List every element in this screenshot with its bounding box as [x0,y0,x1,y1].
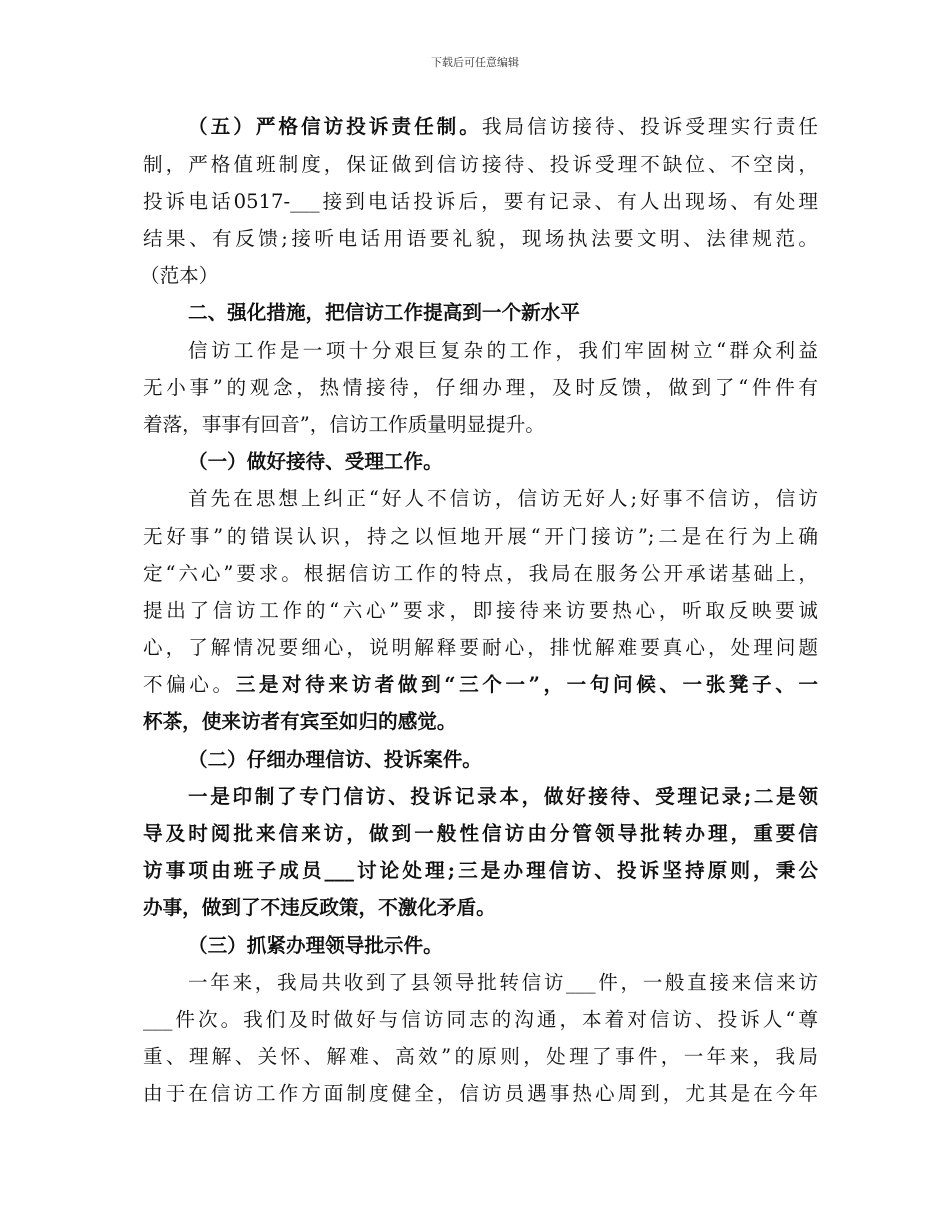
paragraph-line [143,114,818,140]
subsection-heading-2: （二）仔细办理信访、投诉案件。 [188,748,482,771]
paragraph-line: ___件次。我们及时做好与信访同志的沟通，本着对信访、投诉人“尊 [143,1008,818,1031]
paragraph-line: 投诉电话0517-___接到电话投诉后，要有记录、有人出现场、有处理 [143,190,818,213]
paragraph-line: 杯茶，使来访者有宾至如归的感觉。 [143,710,457,733]
line-text: 不偏心。 [143,673,236,696]
section-heading-2: 二、强化措施，把信访工作提高到一个新水平 [188,301,580,324]
paragraph-line: 定“六心”要求。根据信访工作的特点，我局在服务公开承诺基础上， [143,562,818,585]
paragraph-line: 无小事”的观念，热情接待，仔细办理，及时反馈，做到了“件件有 [143,376,818,399]
paragraph-line: 提出了信访工作的“六心”要求，即接待来访要热心，听取反映要诚 [143,599,818,622]
bold-text: 三是对待来访者做到“三个一”，一句问候、一张凳子、一 [235,673,818,696]
paragraph-line: 信访工作是一项十分艰巨复杂的工作，我们牢固树立“群众利益 [188,339,818,362]
paragraph-line: 导及时阅批来信来访，做到一般性信访由分管领导批转办理，重要信 [143,822,818,845]
paragraph-line: 由于在信访工作方面制度健全，信访员遇事热心周到，尤其是在今年 [143,1082,818,1105]
paragraph-line: （范本） [140,264,219,287]
paragraph-line: 访事项由班子成员___讨论处理;三是办理信访、投诉坚持原则，秉公 [143,859,818,882]
paragraph-line: 首先在思想上纠正“好人不信访，信访无好人;好事不信访，信访 [188,487,818,510]
section-heading-5: （五）严格信访投诉责任制。 [188,115,482,138]
paragraph-line: 一年来，我局共收到了县领导批转信访___件，一般直接来信来访 [188,971,818,994]
paragraph-line: 办事，做到了不违反政策，不激化矛盾。 [143,896,496,919]
paragraph-line: 无好事”的错误认识，持之以恒地开展“开门接访”;二是在行为上确 [143,525,818,548]
paragraph-line [143,672,818,698]
subsection-heading-1: （一）做好接待、受理工作。 [188,450,443,473]
paragraph-line: 心，了解情况要细心，说明解释要耐心，排忧解难要真心，处理问题 [143,636,818,659]
paragraph-line: 结果、有反馈;接听电话用语要礼貌，现场执法要文明、法律规范。 [143,227,818,250]
paragraph-line: 重、理解、关怀、解难、高效”的原则，处理了事件，一年来，我局 [143,1045,818,1068]
subsection-heading-3: （三）抓紧办理领导批示件。 [188,934,443,957]
page-header: 下载后可任意编辑 [431,56,519,69]
paragraph-line: 着落，事事有回音”，信访工作质量明显提升。 [143,413,545,436]
paragraph-line: 制，严格值班制度，保证做到信访接待、投诉受理不缺位、不空岗， [143,153,818,176]
paragraph-line: 一是印制了专门信访、投诉记录本，做好接待、受理记录;二是领 [188,785,818,808]
line-text: 我局信访接待、投诉受理实行责任 [481,115,819,138]
